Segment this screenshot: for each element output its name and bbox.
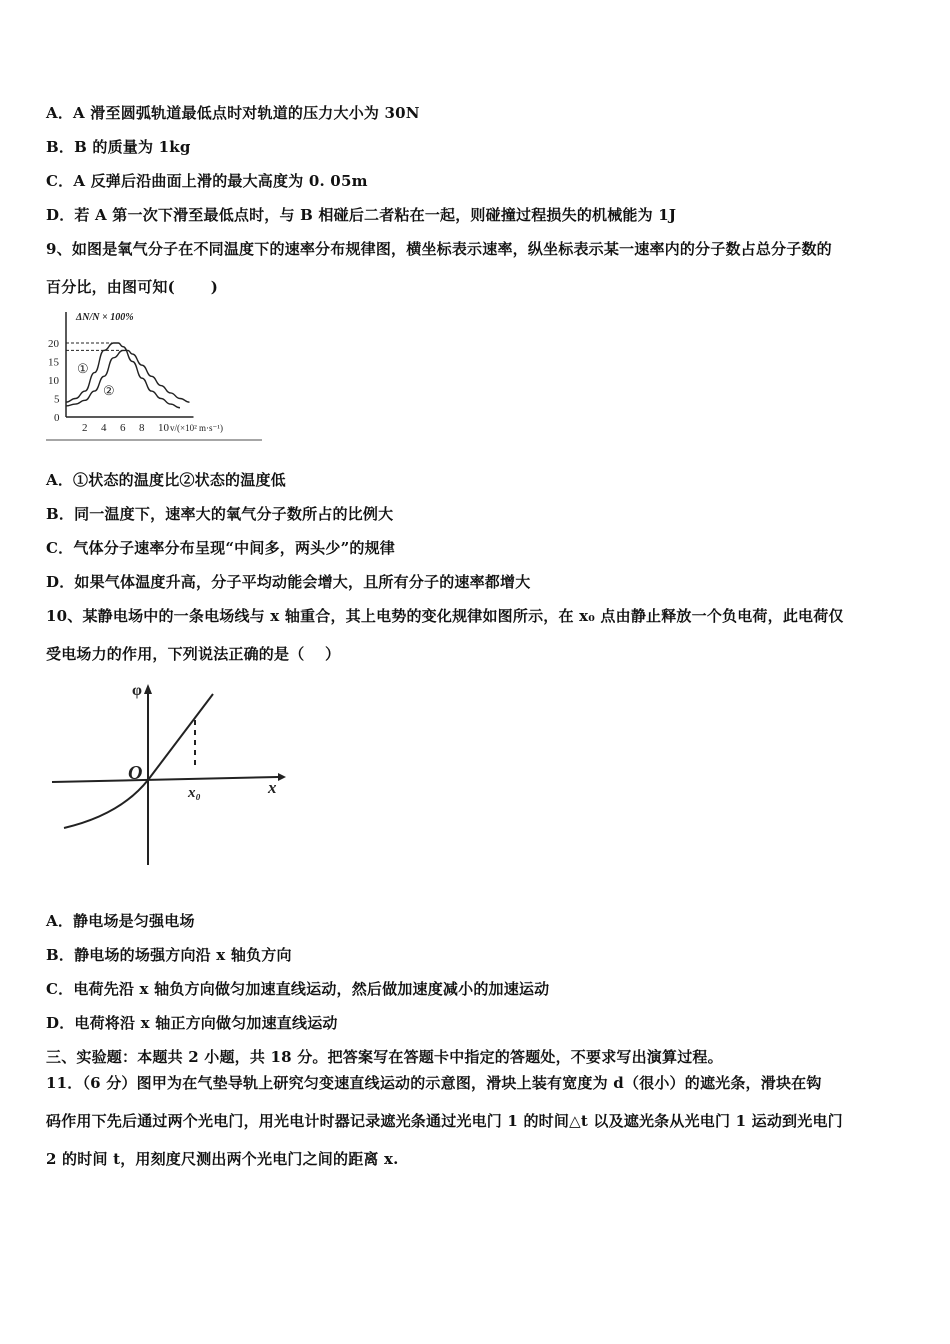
origin-label: O: [128, 762, 143, 784]
q8-option-a: A．A 滑至圆弧轨道最低点时对轨道的压力大小为 30N: [46, 104, 420, 122]
q8-option-c: C．A 反弹后沿曲面上滑的最大高度为 0. 05m: [46, 172, 368, 190]
series-curve-2: [66, 350, 190, 406]
x-tick-label: 10: [158, 422, 169, 434]
q11-stem-end: 2 的时间 t，用刻度尺测出两个光电门之间的距离 x.: [46, 1150, 399, 1168]
x-axis-label: x: [268, 778, 277, 797]
y-tick-label: 10: [48, 375, 59, 387]
x-tick-label: 8: [139, 422, 145, 434]
speed-distribution-chart: [0, 300, 280, 450]
y-axis-arrow: [144, 684, 152, 694]
x-tick-label: 6: [120, 422, 126, 434]
x-axis-label: v/(×10² m·s⁻¹): [170, 423, 223, 433]
x-axis-arrow: [278, 773, 286, 781]
q11-stem: 11．（6 分）图甲为在气垫导轨上研究匀变速直线运动的示意图，滑块上装有宽度为 d（很小）的遮光条，滑块在钩: [46, 1074, 822, 1092]
q10-option-d: D．电荷将沿 x 轴正方向做匀加速直线运动: [46, 1014, 338, 1032]
potential-line-positive: [148, 694, 213, 780]
y-tick-label: 15: [48, 356, 59, 369]
q10-option-c: C．电荷先沿 x 轴负方向做匀加速直线运动，然后做加速度减小的加速运动: [46, 980, 550, 998]
x-tick-label: 2: [82, 422, 88, 434]
q9-option-a: A．①状态的温度比②状态的温度低: [46, 471, 286, 489]
q10-stem: 10、某静电场中的一条电场线与 x 轴重合，其上电势的变化规律如图所示，在 x₀ 点由静止释放一个负电荷，此电荷仅: [46, 607, 844, 625]
y-tick-label: 0: [54, 412, 60, 424]
y-axis-label: ΔN/N × 100%: [76, 312, 134, 323]
x-axis: [52, 777, 278, 782]
q11-stem-cont: 码作用下先后通过两个光电门，用光电计时器记录遮光条通过光电门 1 的时间△t 以及遮光条从光电门 1 运动到光电门: [46, 1112, 843, 1130]
q9-stem-cont: 百分比，由图可知( ): [46, 278, 219, 296]
series-label-1: ①: [77, 361, 89, 376]
q9-stem: 9、如图是氧气分子在不同温度下的速率分布规律图，横坐标表示速率，纵坐标表示某一速率内的分子数占总分子数的: [46, 240, 832, 258]
x-tick-label: 4: [101, 422, 107, 434]
q9-option-c: C．气体分子速率分布呈现“中间多，两头少”的规律: [46, 539, 395, 557]
q10-option-a: A．静电场是匀强电场: [46, 912, 195, 930]
q9-option-b: B．同一温度下，速率大的氧气分子数所占的比例大: [46, 505, 394, 523]
series-label-2: ②: [103, 383, 115, 398]
section-3-heading: 三、实验题：本题共 2 小题，共 18 分。把答案写在答题卡中指定的答题处，不要求写出演算过程。: [46, 1048, 723, 1066]
potential-graph: [40, 670, 300, 870]
q9-option-d: D．如果气体温度升高，分子平均动能会增大，且所有分子的速率都增大: [46, 573, 531, 591]
q8-option-b: B．B 的质量为 1kg: [46, 138, 191, 156]
q10-option-b: B．静电场的场强方向沿 x 轴负方向: [46, 946, 292, 964]
y-tick-label: 5: [54, 393, 60, 406]
q8-option-d: D．若 A 第一次下滑至最低点时，与 B 相碰后二者粘在一起，则碰撞过程损失的机械能为 1J: [46, 206, 677, 224]
x0-label: x₀: [188, 785, 201, 801]
phi-label: φ: [132, 682, 142, 699]
q10-stem-cont: 受电场力的作用，下列说法正确的是（ ）: [46, 645, 341, 663]
potential-curve-negative: [64, 780, 148, 828]
y-tick-label: 20: [48, 338, 59, 350]
